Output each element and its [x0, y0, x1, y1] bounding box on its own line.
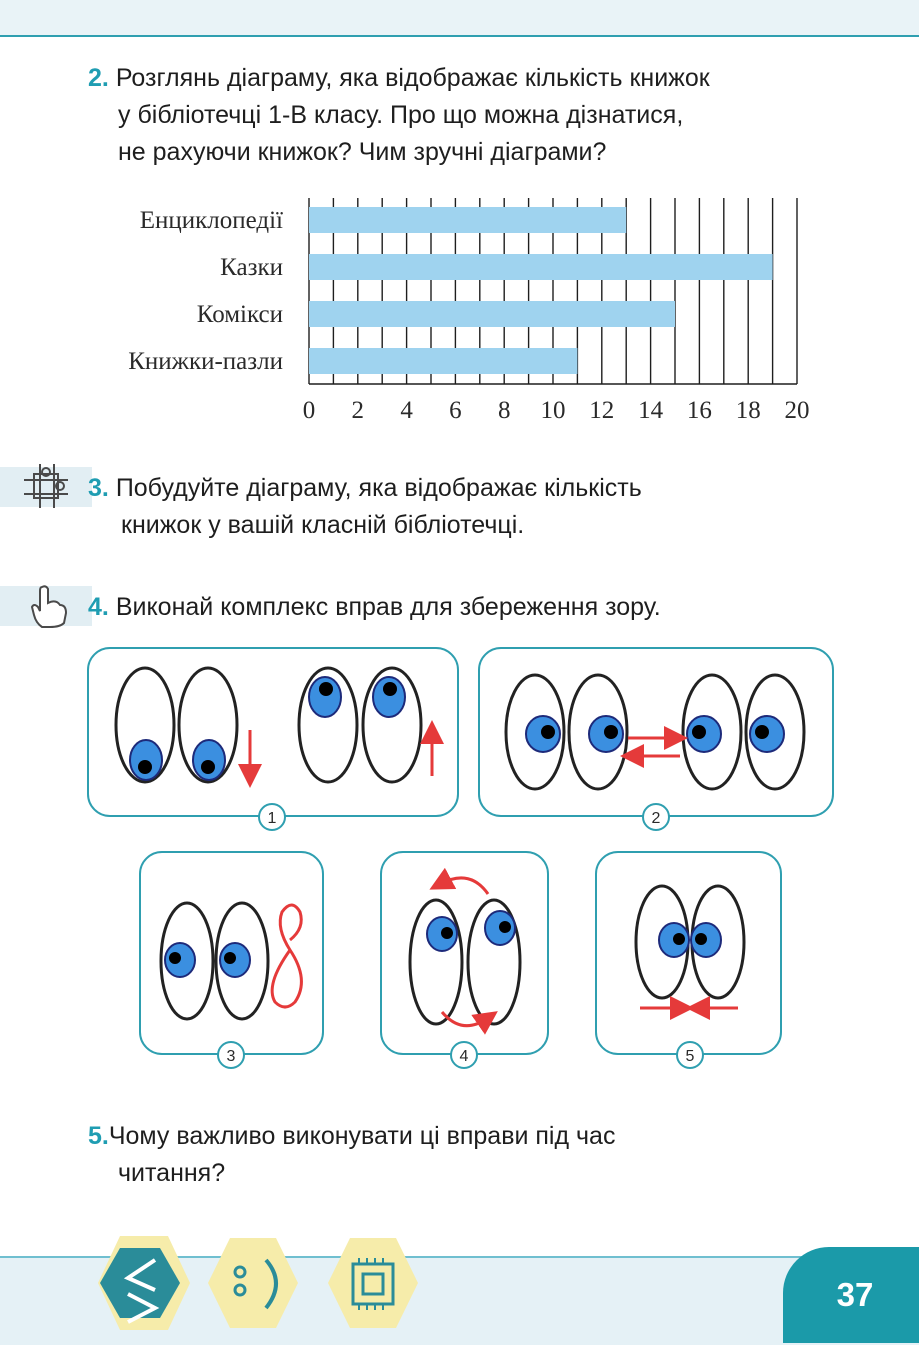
exercise-number: 4 — [459, 1048, 469, 1065]
task-text-line: Розглянь діаграму, яка відображає кількість книжок — [115, 64, 710, 92]
x-tick-label: 2 — [351, 397, 365, 424]
page-number: 37 — [783, 1247, 919, 1343]
exercise-panel-3-frame — [140, 852, 323, 1054]
footer-icons — [80, 1228, 520, 1338]
task-number: 5. — [88, 1122, 109, 1150]
task-number: 2. — [88, 64, 109, 92]
task-text-line: Виконай комплекс вправ для збереження зору. — [115, 593, 661, 621]
task-number: 3. — [88, 474, 109, 502]
x-tick-label: 0 — [302, 397, 316, 424]
chip-hexagon-icon — [328, 1238, 418, 1328]
category-label: Комікси — [196, 301, 283, 328]
x-tick-label: 14 — [638, 397, 664, 424]
exercise-panel-2-frame — [479, 648, 833, 816]
task-text-line: читання? — [118, 1159, 226, 1187]
category-label: Книжки-пазли — [128, 348, 283, 375]
x-tick-label: 4 — [400, 397, 413, 424]
exercise-number: 1 — [267, 810, 277, 827]
smile-hexagon-icon — [208, 1238, 298, 1328]
task-text-line: у бібліотечці 1-В класу. Про що можна дізнатися, — [118, 101, 684, 129]
task-5 — [88, 1118, 615, 1192]
exercise-panel-1-frame — [88, 648, 458, 816]
exercise-number: 3 — [226, 1048, 236, 1065]
arrows-hexagon-icon — [98, 1236, 190, 1330]
task-text-line: Чому важливо виконувати ці вправи під час — [108, 1122, 616, 1150]
exercise-panel-4-frame — [381, 852, 548, 1054]
x-tick-label: 16 — [686, 397, 712, 424]
x-tick-label: 18 — [735, 397, 761, 424]
task-text-line: Побудуйте діаграму, яка відображає кількість — [115, 474, 642, 502]
category-label: Енциклопедії — [139, 207, 283, 234]
x-tick-label: 20 — [784, 397, 810, 424]
exercise-panel-5-frame — [596, 852, 781, 1054]
x-tick-label: 12 — [589, 397, 615, 424]
category-label: Казки — [220, 254, 283, 281]
task-number: 4. — [88, 593, 109, 621]
exercise-number: 5 — [685, 1048, 695, 1065]
x-tick-label: 8 — [497, 397, 511, 424]
x-tick-label: 10 — [540, 397, 566, 424]
x-tick-label: 6 — [449, 397, 462, 424]
task-text-line: книжок у вашій класній бібліотечці. — [121, 511, 525, 539]
exercise-number: 2 — [651, 810, 661, 827]
task-text-line: не рахуючи книжок? Чим зручні діаграми? — [118, 138, 607, 166]
